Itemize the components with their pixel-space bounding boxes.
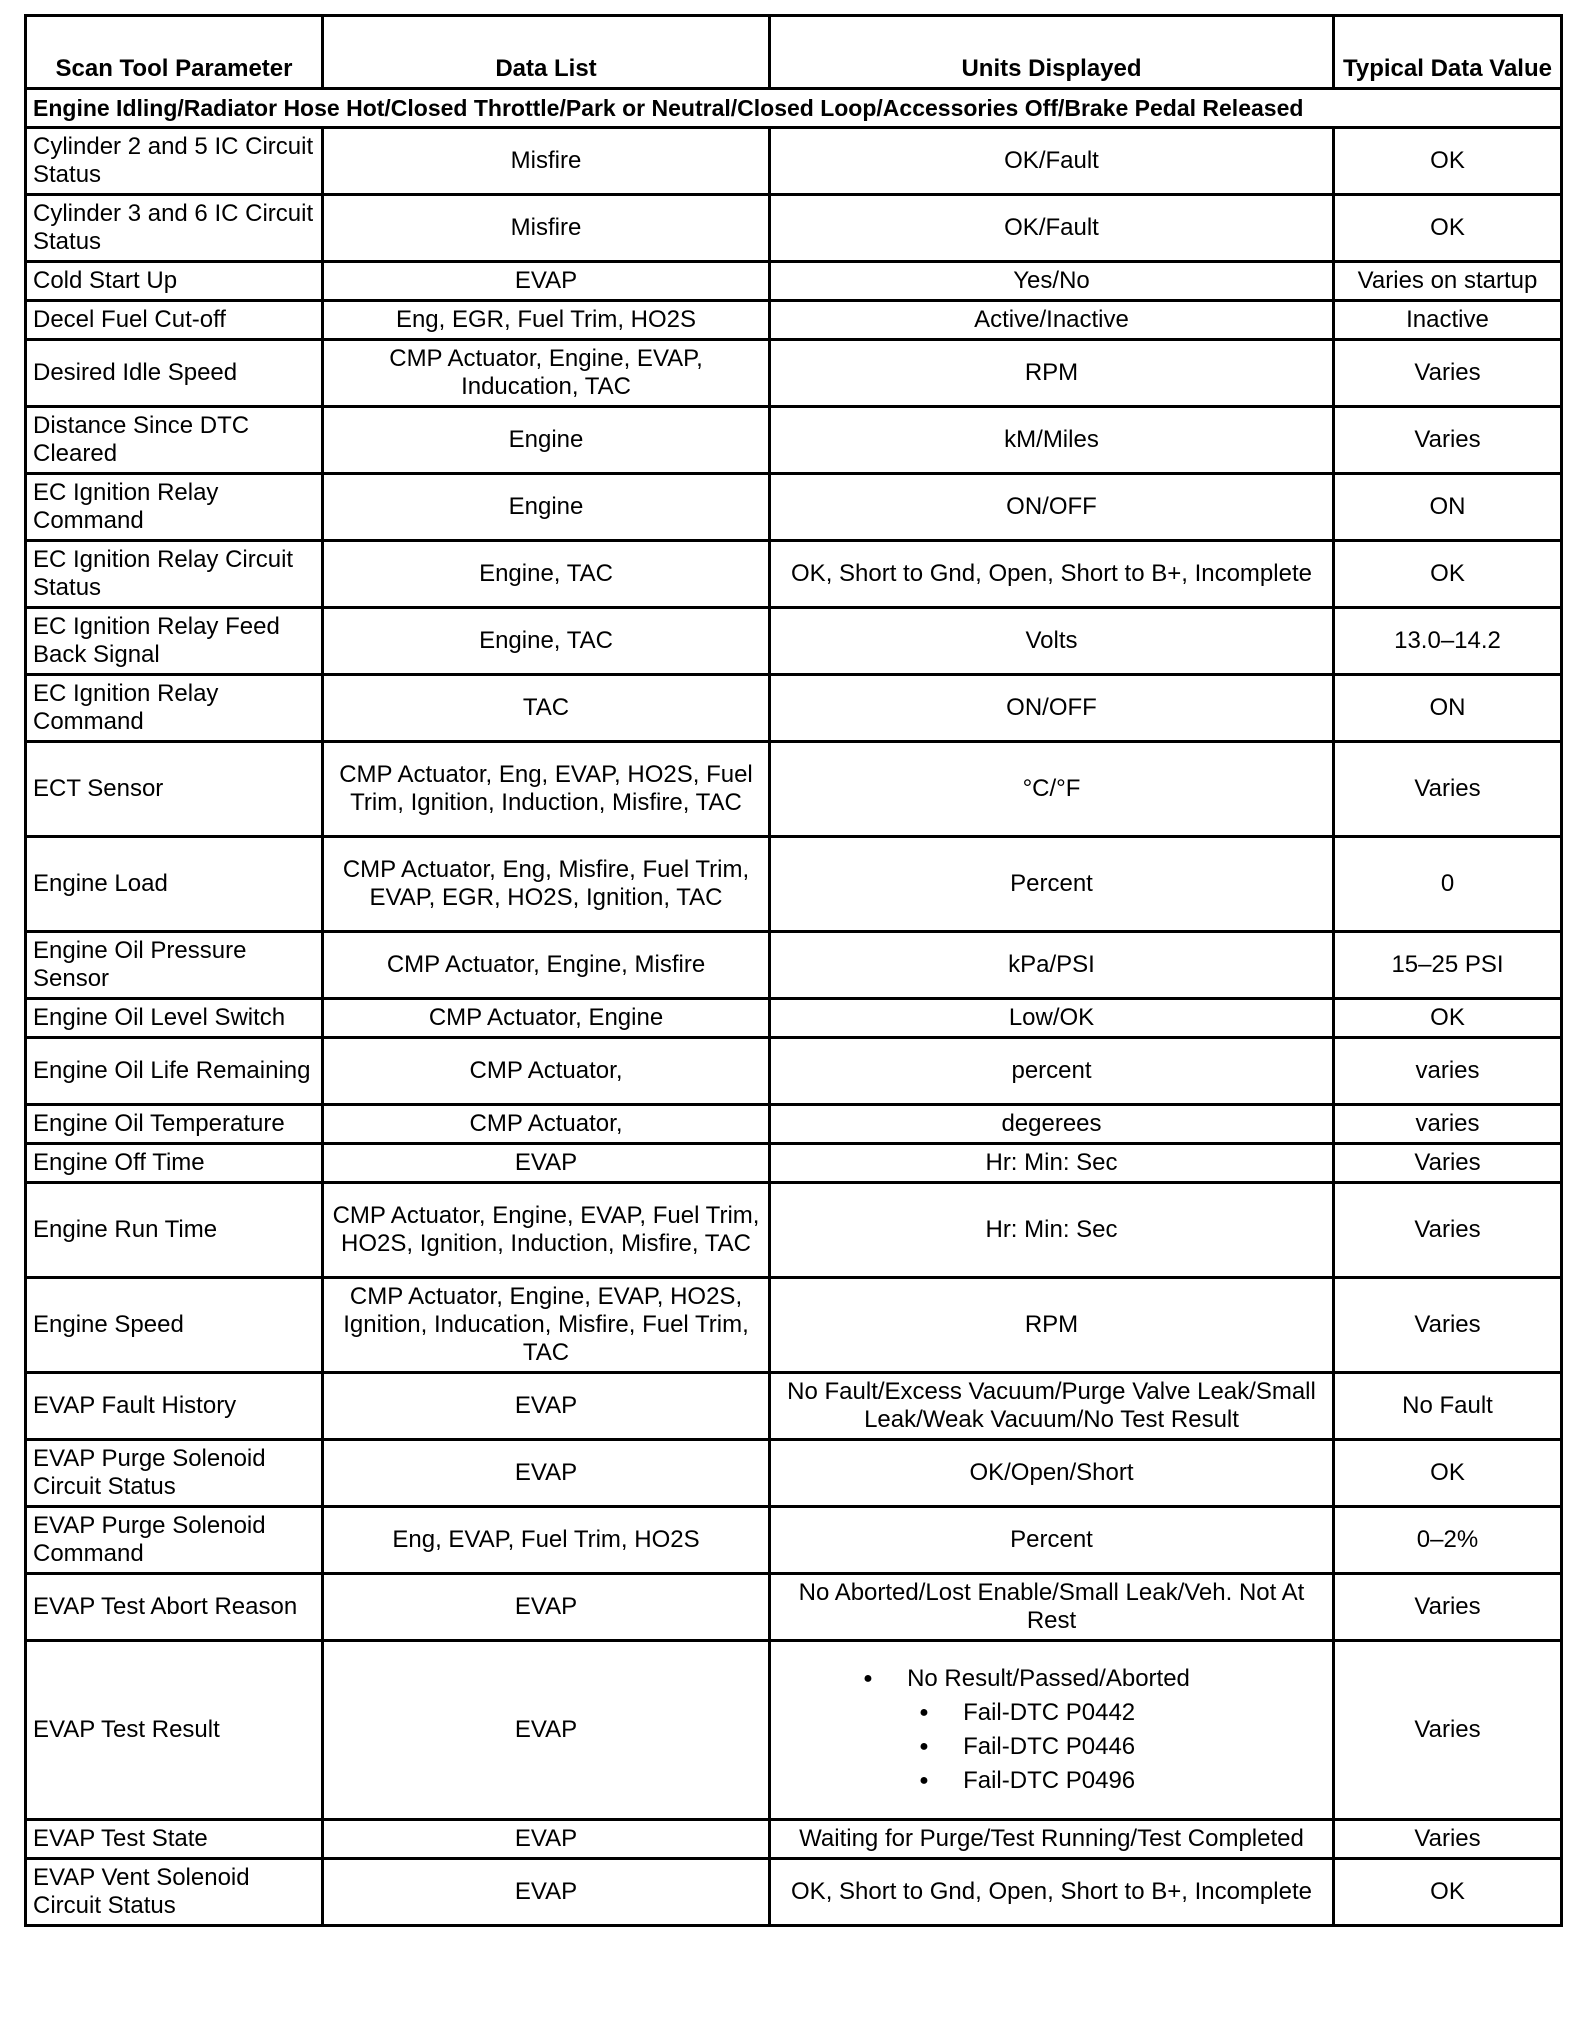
cell-data-list: Eng, EVAP, Fuel Trim, HO2S [323, 1507, 770, 1574]
cell-parameter: EVAP Fault History [26, 1373, 323, 1440]
cell-parameter: Engine Oil Temperature [26, 1105, 323, 1144]
cell-units: Low/OK [770, 999, 1334, 1038]
cell-units: kM/Miles [770, 407, 1334, 474]
table-row [26, 1038, 1562, 1105]
cell-typical: Varies [1334, 1574, 1562, 1641]
table-row [26, 1183, 1562, 1278]
cell-data-list: TAC [323, 675, 770, 742]
cell-units: ON/OFF [770, 474, 1334, 541]
cell-data-list: Engine, TAC [323, 608, 770, 675]
cell-data-list: CMP Actuator, Eng, Misfire, Fuel Trim, EVAP, EGR, HO2S, Ignition, TAC [323, 837, 770, 932]
cell-data-list: CMP Actuator, Eng, EVAP, HO2S, Fuel Trim, Ignition, Induction, Misfire, TAC [323, 742, 770, 837]
cell-units: percent [770, 1038, 1334, 1105]
table-header-row [26, 16, 1562, 89]
table-row [26, 301, 1562, 340]
cell-units: Volts [770, 608, 1334, 675]
cell-parameter: EC Ignition Relay Circuit Status [26, 541, 323, 608]
cell-units: Active/Inactive [770, 301, 1334, 340]
cell-parameter: Distance Since DTC Cleared [26, 407, 323, 474]
cell-data-list: Misfire [323, 128, 770, 195]
table-row [26, 1820, 1562, 1859]
cell-parameter: Engine Speed [26, 1278, 323, 1373]
cell-data-list: CMP Actuator, [323, 1105, 770, 1144]
table-row [26, 1574, 1562, 1641]
cell-data-list: CMP Actuator, Engine, EVAP, Inducation, TAC [323, 340, 770, 407]
list-item: ● Fail-DTC P0446 [913, 1730, 1190, 1764]
cell-typical: 0–2% [1334, 1507, 1562, 1574]
cell-parameter: EVAP Test State [26, 1820, 323, 1859]
cell-parameter: EVAP Purge Solenoid Circuit Status [26, 1440, 323, 1507]
cell-typical: OK [1334, 195, 1562, 262]
cell-units: OK/Fault [770, 128, 1334, 195]
table-row [26, 999, 1562, 1038]
cell-parameter: Cylinder 2 and 5 IC Circuit Status [26, 128, 323, 195]
cell-units: Percent [770, 1507, 1334, 1574]
test-result-options-list [907, 1662, 1190, 1798]
cell-data-list: EVAP [323, 1574, 770, 1641]
table-row [26, 932, 1562, 999]
cell-data-list: CMP Actuator, Engine [323, 999, 770, 1038]
table-row [26, 407, 1562, 474]
cell-units: kPa/PSI [770, 932, 1334, 999]
cell-data-list: EVAP [323, 262, 770, 301]
cell-data-list: EVAP [323, 1641, 770, 1820]
cell-typical: varies [1334, 1038, 1562, 1105]
cell-units: OK/Fault [770, 195, 1334, 262]
cell-units: OK, Short to Gnd, Open, Short to B+, Incomplete [770, 541, 1334, 608]
cell-units: RPM [770, 340, 1334, 407]
cell-data-list: EVAP [323, 1859, 770, 1926]
table-row [26, 262, 1562, 301]
document-page [24, 14, 1560, 1927]
cell-parameter: ECT Sensor [26, 742, 323, 837]
cell-parameter: EVAP Vent Solenoid Circuit Status [26, 1859, 323, 1926]
cell-parameter: Decel Fuel Cut-off [26, 301, 323, 340]
table-row [26, 675, 1562, 742]
cell-parameter: EVAP Test Result [26, 1641, 323, 1820]
cell-units: °C/°F [770, 742, 1334, 837]
table-row [26, 1105, 1562, 1144]
condition-row [26, 89, 1562, 128]
list-item: ● No Result/Passed/Aborted [857, 1662, 1190, 1696]
cell-typical: varies [1334, 1105, 1562, 1144]
table-row [26, 1278, 1562, 1373]
cell-data-list: CMP Actuator, [323, 1038, 770, 1105]
cell-typical: Varies [1334, 742, 1562, 837]
cell-parameter: EC Ignition Relay Command [26, 474, 323, 541]
cell-parameter: Engine Oil Level Switch [26, 999, 323, 1038]
table-row [26, 1641, 1562, 1820]
cell-data-list: EVAP [323, 1820, 770, 1859]
table-row [26, 340, 1562, 407]
cell-data-list: Misfire [323, 195, 770, 262]
table-row [26, 1373, 1562, 1440]
cell-data-list: Eng, EGR, Fuel Trim, HO2S [323, 301, 770, 340]
cell-typical: No Fault [1334, 1373, 1562, 1440]
table-row [26, 195, 1562, 262]
cell-units [770, 1641, 1334, 1820]
table-row [26, 128, 1562, 195]
cell-parameter: Engine Load [26, 837, 323, 932]
operating-conditions: Engine Idling/Radiator Hose Hot/Closed Throttle/Park or Neutral/Closed Loop/Accessories Off/Brake Pedal Released [26, 89, 1562, 128]
cell-typical: 15–25 PSI [1334, 932, 1562, 999]
cell-typical: ON [1334, 675, 1562, 742]
cell-units: No Aborted/Lost Enable/Small Leak/Veh. Not At Rest [770, 1574, 1334, 1641]
cell-data-list: EVAP [323, 1440, 770, 1507]
cell-data-list: CMP Actuator, Engine, EVAP, Fuel Trim, HO2S, Ignition, Induction, Misfire, TAC [323, 1183, 770, 1278]
cell-parameter: EVAP Purge Solenoid Command [26, 1507, 323, 1574]
cell-parameter: Engine Run Time [26, 1183, 323, 1278]
cell-typical: Varies [1334, 340, 1562, 407]
cell-typical: Varies on startup [1334, 262, 1562, 301]
cell-typical: ON [1334, 474, 1562, 541]
header-data-list: Data List [323, 16, 770, 89]
header-scan-tool-parameter: Scan Tool Parameter [26, 16, 323, 89]
cell-parameter: EC Ignition Relay Feed Back Signal [26, 608, 323, 675]
header-units-displayed: Units Displayed [770, 16, 1334, 89]
cell-units: No Fault/Excess Vacuum/Purge Valve Leak/Small Leak/Weak Vacuum/No Test Result [770, 1373, 1334, 1440]
cell-units: OK/Open/Short [770, 1440, 1334, 1507]
cell-units: ON/OFF [770, 675, 1334, 742]
cell-typical: Varies [1334, 1641, 1562, 1820]
cell-parameter: EC Ignition Relay Command [26, 675, 323, 742]
table-row [26, 1440, 1562, 1507]
cell-data-list: CMP Actuator, Engine, Misfire [323, 932, 770, 999]
cell-units: Hr: Min: Sec [770, 1183, 1334, 1278]
table-row [26, 474, 1562, 541]
cell-typical: OK [1334, 128, 1562, 195]
cell-parameter: Engine Oil Life Remaining [26, 1038, 323, 1105]
cell-typical: Varies [1334, 1144, 1562, 1183]
cell-typical: 0 [1334, 837, 1562, 932]
cell-data-list: Engine [323, 474, 770, 541]
list-item: ● Fail-DTC P0496 [913, 1764, 1190, 1798]
cell-parameter: Cylinder 3 and 6 IC Circuit Status [26, 195, 323, 262]
table-row [26, 837, 1562, 932]
cell-units: Waiting for Purge/Test Running/Test Completed [770, 1820, 1334, 1859]
cell-units: degerees [770, 1105, 1334, 1144]
table-row [26, 608, 1562, 675]
cell-units: OK, Short to Gnd, Open, Short to B+, Incomplete [770, 1859, 1334, 1926]
cell-data-list: Engine, TAC [323, 541, 770, 608]
cell-typical: Varies [1334, 1278, 1562, 1373]
cell-typical: OK [1334, 1859, 1562, 1926]
cell-typical: OK [1334, 1440, 1562, 1507]
list-item: ● Fail-DTC P0442 [913, 1696, 1190, 1730]
cell-data-list: CMP Actuator, Engine, EVAP, HO2S, Ignition, Inducation, Misfire, Fuel Trim, TAC [323, 1278, 770, 1373]
cell-data-list: EVAP [323, 1144, 770, 1183]
table-row [26, 742, 1562, 837]
cell-parameter: Desired Idle Speed [26, 340, 323, 407]
cell-typical: 13.0–14.2 [1334, 608, 1562, 675]
cell-parameter: Cold Start Up [26, 262, 323, 301]
cell-parameter: Engine Off Time [26, 1144, 323, 1183]
table-row [26, 1144, 1562, 1183]
cell-parameter: EVAP Test Abort Reason [26, 1574, 323, 1641]
table-row [26, 1507, 1562, 1574]
cell-parameter: Engine Oil Pressure Sensor [26, 932, 323, 999]
cell-data-list: EVAP [323, 1373, 770, 1440]
cell-data-list: Engine [323, 407, 770, 474]
cell-units: Hr: Min: Sec [770, 1144, 1334, 1183]
cell-units: RPM [770, 1278, 1334, 1373]
table-row [26, 1859, 1562, 1926]
cell-typical: Varies [1334, 407, 1562, 474]
header-typical-data-value: Typical Data Value [1334, 16, 1562, 89]
cell-typical: OK [1334, 541, 1562, 608]
cell-units: Yes/No [770, 262, 1334, 301]
cell-typical: Varies [1334, 1183, 1562, 1278]
cell-typical: Varies [1334, 1820, 1562, 1859]
scan-tool-data-table [24, 14, 1563, 1927]
cell-typical: Inactive [1334, 301, 1562, 340]
cell-units: Percent [770, 837, 1334, 932]
table-row [26, 541, 1562, 608]
cell-typical: OK [1334, 999, 1562, 1038]
